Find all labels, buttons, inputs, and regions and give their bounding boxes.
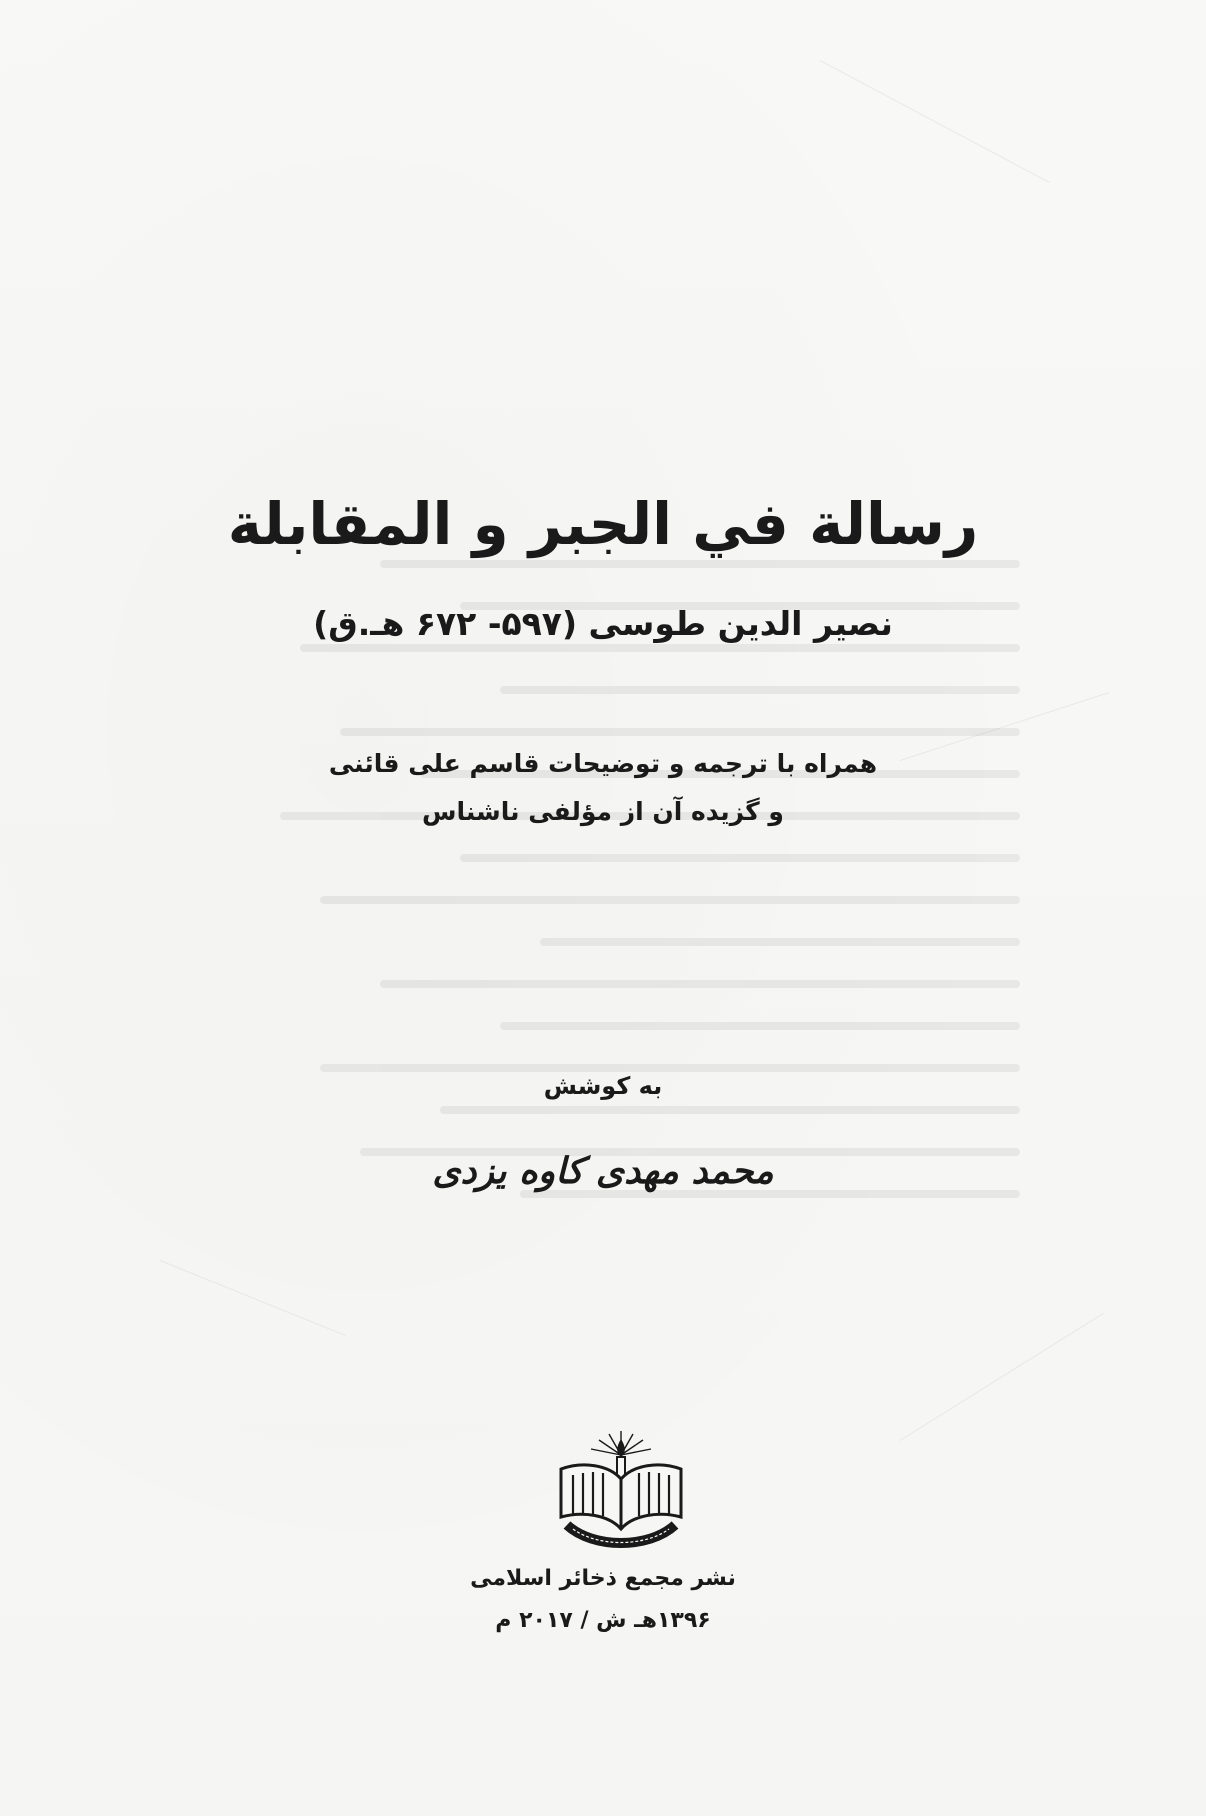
editor-name: محمد مهدی کاوه یزدی bbox=[432, 1150, 774, 1192]
publisher-line: نشر مجمع ذخائر اسلامی bbox=[470, 1566, 736, 1591]
translation-line-1: همراه با ترجمه و توضیحات قاسم علی قائنی bbox=[328, 749, 878, 778]
translation-credits bbox=[0, 740, 1206, 836]
translation-line-2: و گزیده آن از مؤلفی ناشناس bbox=[422, 797, 784, 826]
show-through-text bbox=[140, 560, 1020, 1400]
publisher-logo-icon bbox=[553, 1425, 689, 1555]
author-line: نصير الدين طوسی (۵۹۷- ۶۷۲ هـ.ق) bbox=[313, 604, 893, 643]
paper-scratch bbox=[820, 60, 1050, 183]
publication-year: ۱۳۹۶هـ ش / ۲۰۱۷ م bbox=[495, 1608, 711, 1633]
effort-label: به کوشش bbox=[543, 1072, 663, 1100]
book-title: رسالة في الجبر و المقابلة bbox=[227, 490, 979, 558]
